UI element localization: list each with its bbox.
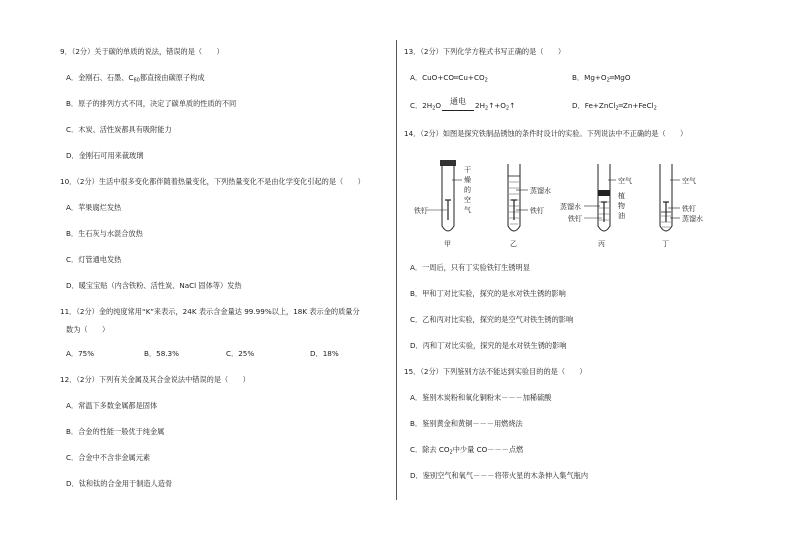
q13-option-c: C．$2H_2O$ 通电 $2H_2↑+O_2↑$ [410,96,516,112]
q14-option-a: A．一周后，只有丁实验铁钉生锈明显 [410,263,530,272]
label-bing: 丙 [598,240,605,248]
label-jia: 甲 [444,240,451,248]
q15-stem: 15．（2分）下列鉴别方法不能达到实验目的的是（ ） [404,367,587,376]
svg-text:蒸馏水: 蒸馏水 [560,203,581,211]
q10-stem: 10．（2分）生活中很多变化都伴随着热量变化，下列热量变化不是由化学变化引起的是（ ） [60,177,365,186]
rust-experiment-figure [412,150,752,250]
svg-text:物: 物 [618,202,625,210]
q11-option-d: D．18% [310,349,339,358]
svg-text:空气: 空气 [618,177,632,185]
svg-text:气: 气 [464,206,471,214]
q11-option-a: A．75% [66,349,95,358]
q12-option-a: A．常温下多数金属都是固体 [66,401,158,410]
svg-text:空: 空 [464,196,471,204]
q9-option-a: A．金刚石、石墨、$C_{60}$都直接由碳原子构成 [66,73,205,84]
svg-text:的: 的 [464,186,471,194]
svg-text:干: 干 [464,166,471,174]
q12-stem: 12．（2分）下列有关金属及其合金说法中错误的是（ ） [60,375,250,384]
q11-stem-line1: 11．（2分）金的纯度常用“K”来表示，24K 表示含金量达 99.99%以上，18K 表示金的质量分 [60,307,360,316]
stopper-jia [440,160,456,166]
q14-option-c: C．乙和丙对比实验，探究的是空气对铁生锈的影响 [410,315,574,324]
q10-option-a: A．苹果腐烂发热 [66,203,122,212]
svg-text:铁钉: 铁钉 [530,207,544,215]
q11-stem-line2: 数为（ ） [66,325,110,334]
label-nail-jia: 铁钉 [414,207,428,215]
svg-text:燥: 燥 [464,176,471,184]
svg-text:植: 植 [618,192,625,200]
svg-text:铁钉: 铁钉 [568,215,582,223]
q14-option-b: B．甲和丁对比实验，探究的是水对铁生锈的影响 [410,289,566,298]
q13-stem: 13．（2分）下列化学方程式书写正确的是（ ） [404,47,566,56]
column-divider [396,40,397,500]
svg-text:油: 油 [618,212,625,220]
label-yi: 乙 [510,240,517,248]
q11-option-b: B．58.3% [144,349,179,358]
q13-option-b: B．$Mg+O_2═MgO$ [572,73,631,84]
q11-option-c: C．25% [226,349,255,358]
q13-option-a: A．$CuO+CO═Cu+CO_2$ [410,73,488,84]
q10-option-d: D．暖宝宝贴（内含铁粉、活性炭、NaCl 固体等）发热 [66,281,242,290]
svg-text:蒸馏水: 蒸馏水 [682,215,703,223]
q15-option-d: D．鉴别空气和氧气－－－将带火星的木条伸入集气瓶内 [410,471,589,480]
svg-text:蒸馏水: 蒸馏水 [530,187,551,195]
q14-stem: 14．（2分）如图是探究铁制品锈蚀的条件时设计的实验。下列说法中不正确的是（ ） [404,129,688,138]
q15-option-a: A．鉴别木炭粉和氧化铜粉末－－－加稀硫酸 [410,393,552,402]
q9-option-b: B．原子的排列方式不同，决定了碳单质的性质的不同 [66,99,237,108]
label-ding: 丁 [662,240,669,248]
tube-yi [508,164,551,248]
q13-option-d: D．Fe+ZnCl$_2$═Zn+FeCl$_2$ [572,101,657,112]
q14-option-d: D．丙和丁对比实验，探究的是水对铁生锈的影响 [410,341,567,350]
q12-option-c: C．合金中不含非金属元素 [66,453,151,462]
tube-ding [660,164,703,248]
q10-option-b: B．生石灰与水混合放热 [66,229,143,238]
q9-option-c: C．木炭、活性炭都具有吸附能力 [66,125,172,134]
svg-text:铁钉: 铁钉 [682,205,696,213]
q15-option-c: C．除去 $CO_2$中少量 CO－－－点燃 [410,445,524,456]
tube-bing [560,164,632,248]
svg-text:空气: 空气 [682,177,696,185]
electrolysis-arrow: 通电 [441,106,475,114]
q9-stem: 9．（2分）关于碳的单质的说法，错误的是（ ） [60,47,224,56]
q12-option-b: B．合金的性能一般优于纯金属 [66,427,165,436]
q12-option-d: D．钛和钛的合金用于制造人造骨 [66,479,173,488]
q9-option-d: D．金刚石可用来裁玻璃 [66,151,144,160]
q10-option-c: C．灯管通电发热 [66,255,122,264]
tube-jia [414,160,471,248]
q15-option-b: B．鉴别黄金和黄铜－－－用燃烧法 [410,419,523,428]
